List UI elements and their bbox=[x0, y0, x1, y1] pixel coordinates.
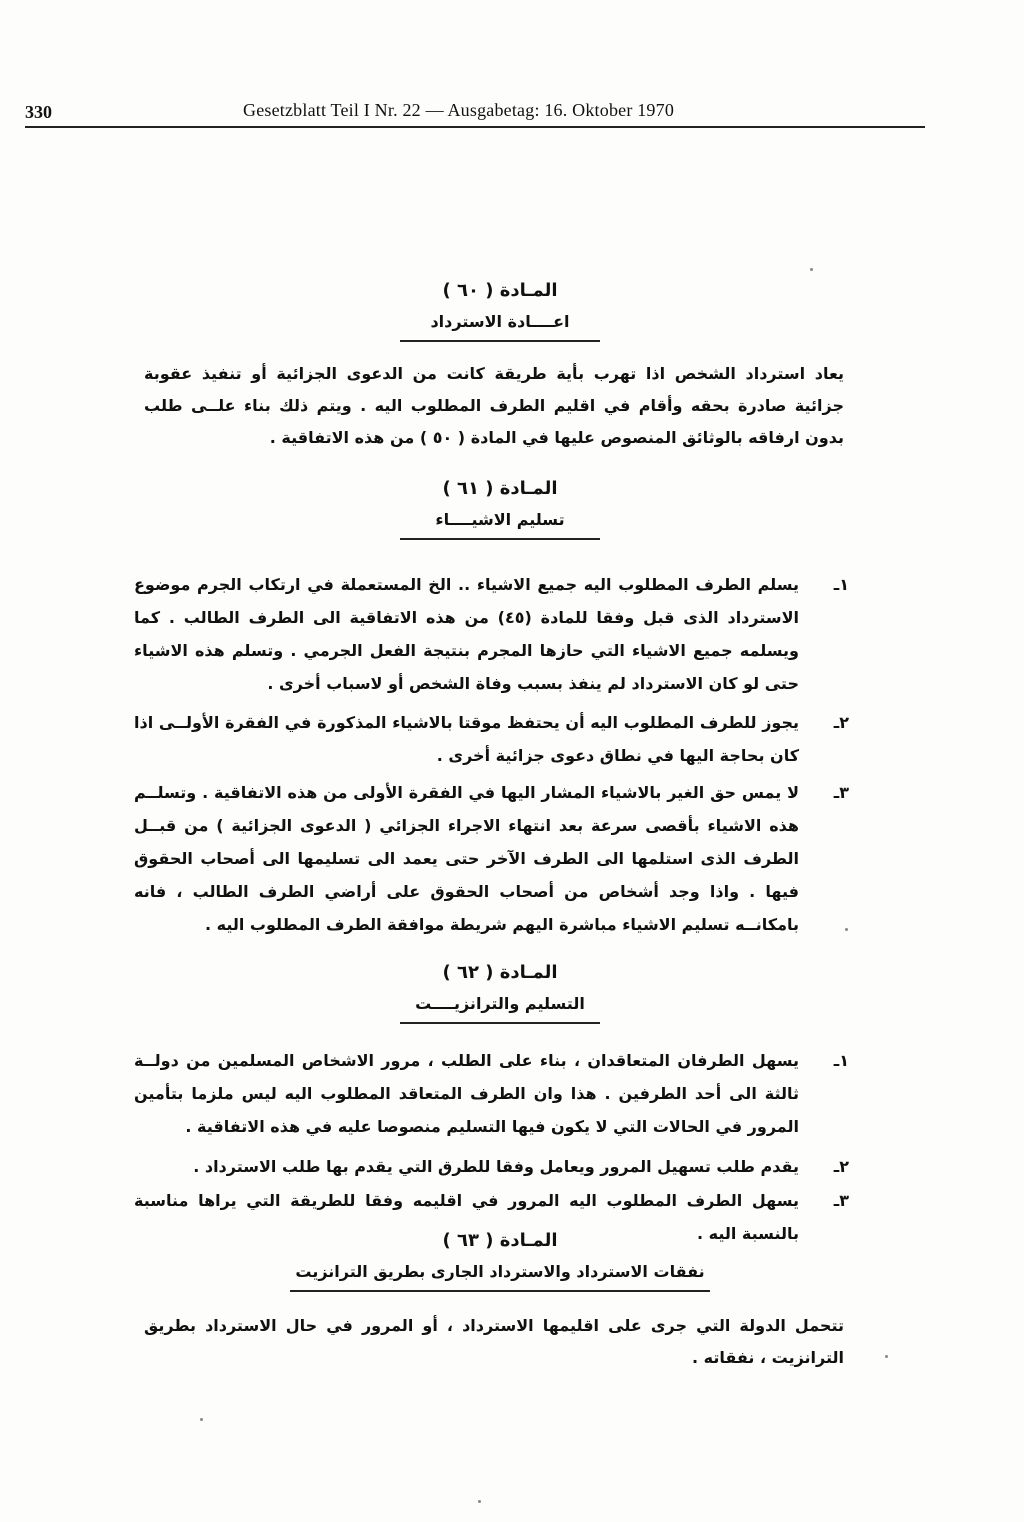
title-underline bbox=[400, 538, 600, 540]
item-text: يسلم الطرف المطلوب اليه جميع الاشياء .. الخ المستعملة في ارتكاب الجرم موضوع الاسترداد الذى قبل وفقا للمادة (٤٥) من هذه الاتفاقية الى الطرف الطالب . كما ويسلمه جميع الاشياء التي حازها المجرم بنتيجة الفعل الجرمي . وتسلم هذه الاشياء حتى لو كان الاسترداد لم ينفذ بسبب وفاة الشخص أو لاسباب أخرى . bbox=[134, 575, 800, 693]
item-number: ٢ـ bbox=[833, 713, 849, 732]
title-underline bbox=[400, 1022, 600, 1024]
item-number: ١ـ bbox=[833, 575, 849, 594]
article-heading: المـادة ( ٦٠ ) bbox=[442, 280, 558, 301]
article-61-item-3 bbox=[134, 776, 849, 941]
title-underline bbox=[290, 1290, 710, 1292]
article-63-paragraph: تتحمل الدولة التي جرى على اقليمها الاسترداد ، أو المرور في حال الاسترداد بطريق الترانزيت ، نفقاته . bbox=[144, 1316, 844, 1367]
article-heading: المـادة ( ٦٢ ) bbox=[442, 962, 558, 983]
article-61-heading-block bbox=[120, 476, 880, 540]
article-61-item-2 bbox=[134, 706, 849, 772]
item-text: يسهل الطرفان المتعاقدان ، بناء على الطلب ، مرور الاشخاص المسلمين من دولــة ثالثة الى أحد الطرفين . هذا وان الطرف المتعاقد المطلوب اليه ليس ملزما بتأمين المرور في الحالات التي لا يكون فيها التسليم منصوصا عليه في هذه الاتفاقية . bbox=[134, 1051, 799, 1136]
page-number: 330 bbox=[25, 102, 52, 122]
article-heading: المـادة ( ٦٣ ) bbox=[442, 1230, 558, 1251]
scan-speck bbox=[810, 268, 813, 271]
item-number: ١ـ bbox=[833, 1051, 849, 1070]
scan-speck bbox=[200, 1418, 203, 1421]
article-62-heading-block bbox=[120, 960, 880, 1024]
title-underline bbox=[400, 340, 600, 342]
article-title: تسليم الاشيــــاء bbox=[435, 510, 565, 529]
item-text: يجوز للطرف المطلوب اليه أن يحتفظ موقتا بالاشياء المذكورة في الفقرة الأولــى اذا كان بحاجة اليها في نطاق دعوى جزائية أخرى . bbox=[134, 713, 799, 765]
article-62-item-2 bbox=[134, 1150, 849, 1183]
item-number: ٢ـ bbox=[833, 1157, 849, 1176]
article-title: اعــــادة الاسترداد bbox=[430, 312, 570, 331]
item-number: ٣ـ bbox=[833, 1191, 849, 1210]
item-text: يسهل الطرف المطلوب اليه المرور في اقليمه وفقا للطريقة التي يراها مناسبة بالنسبة اليه . bbox=[134, 1191, 799, 1243]
article-61-item-1 bbox=[134, 568, 849, 700]
article-62-item-1 bbox=[134, 1044, 849, 1143]
article-title: نفقات الاسترداد والاسترداد الجارى بطريق الترانزيت bbox=[295, 1262, 705, 1281]
scan-speck bbox=[845, 928, 848, 931]
article-60-heading-block bbox=[120, 278, 880, 342]
article-63-heading-block bbox=[120, 1228, 880, 1292]
scan-speck bbox=[478, 1500, 481, 1503]
header-title: Gesetzblatt Teil I Nr. 22 — Ausgabetag: 16. Oktober 1970 bbox=[243, 100, 675, 120]
scan-speck bbox=[885, 1355, 888, 1358]
article-60-paragraph: يعاد استرداد الشخص اذا تهرب بأية طريقة كانت من الدعوى الجزائية أو تنفيذ عقوبة جزائية صادرة بحقه وأقام في اقليم الطرف المطلوب اليه . ويتم ذلك بناء علــى طلب بدون ارفاقه بالوثائق المنصوص عليها في المادة ( ٥٠ ) من هذه الاتفاقية . bbox=[144, 364, 844, 447]
item-number: ٣ـ bbox=[833, 783, 849, 802]
article-heading: المـادة ( ٦١ ) bbox=[442, 478, 558, 499]
page-header bbox=[25, 98, 925, 128]
item-text: يقدم طلب تسهيل المرور ويعامل وفقا للطرق التي يقدم بها طلب الاسترداد . bbox=[193, 1157, 799, 1176]
article-title: التسليم والترانزيــــت bbox=[415, 994, 585, 1013]
item-text: لا يمس حق الغير بالاشياء المشار اليها في الفقرة الأولى من هذه الاتفاقية . وتسلــم هذه الاشياء بأقصى سرعة بعد انتهاء الاجراء الجزائي ( الدعوى الجزائية ) من قبــل الطرف الذى استلمها الى الطرف الآخر حتى يعمد الى تسليمها الى أصحاب الحقوق فيها . واذا وجد أشخاص من أصحاب الحقوق على أراضي الطرف الطالب ، فانه بامكانــه تسليم الاشياء مباشرة اليهم شريطة موافقة الطرف المطلوب اليه . bbox=[134, 783, 799, 934]
